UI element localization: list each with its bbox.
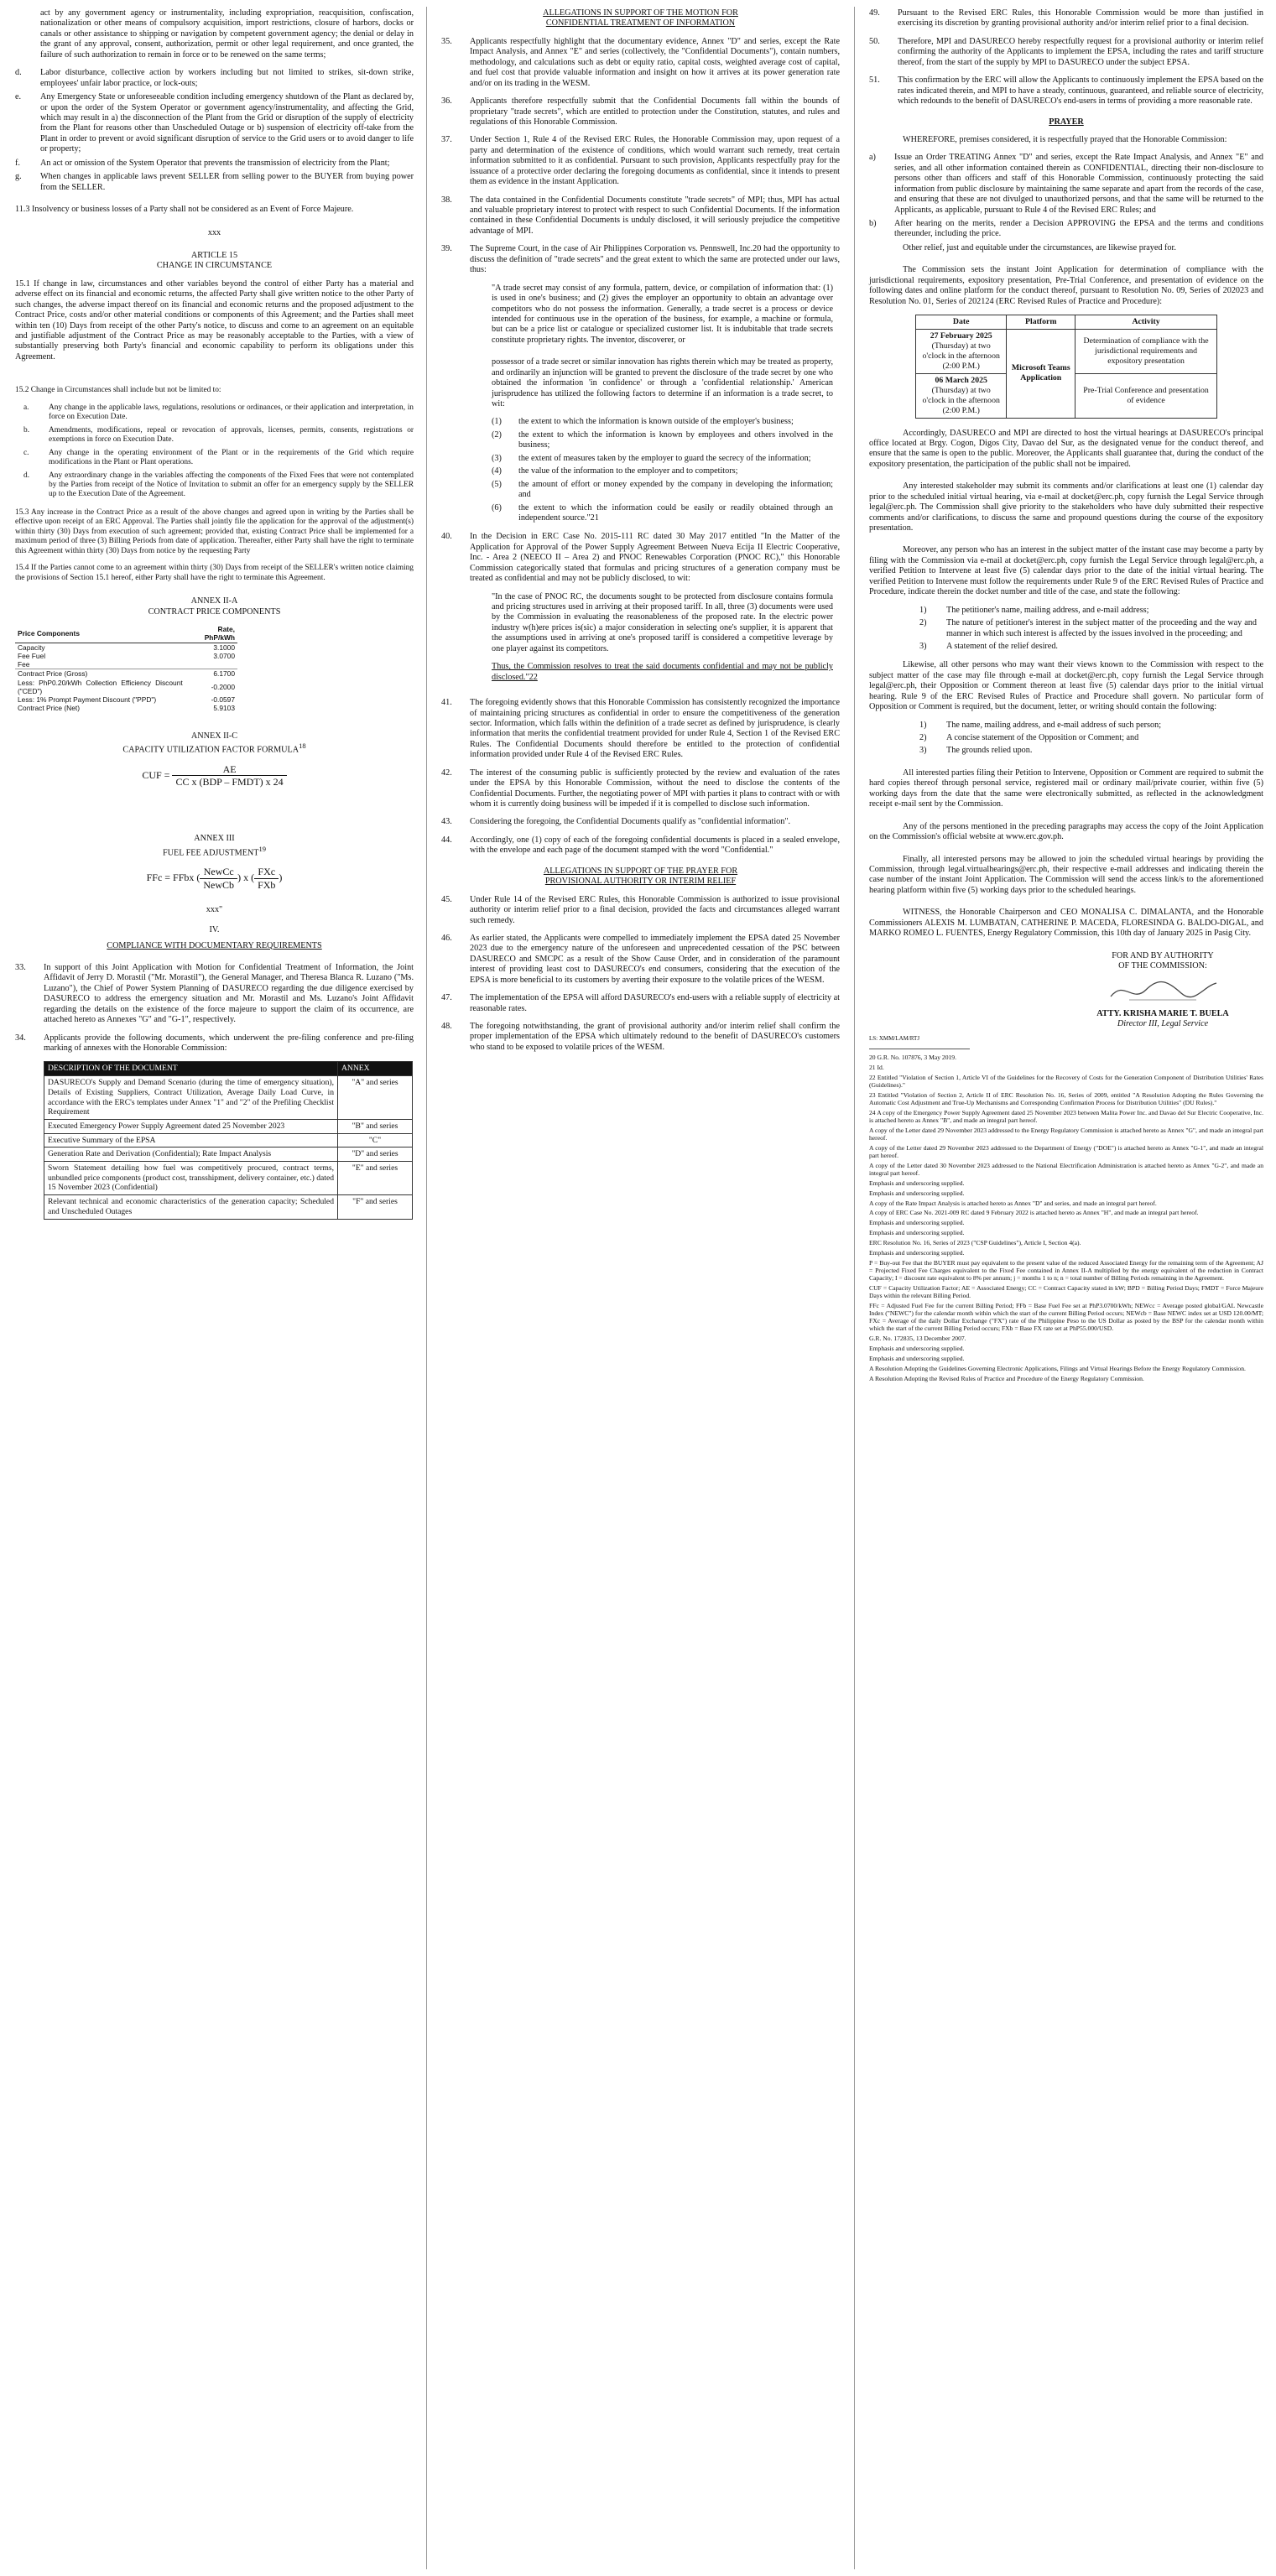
prayer-title: PRAYER [1049,117,1084,127]
section-15-3: 15.3 Any increase in the Contract Price as a result of the above changes and agreed upon in writing by the Parties shall be effective upon receipt of an ERC Approval. The Parties shall jointly file the application for the approval of the adjustment(s) within thirty (30) Days from execution of such agreement; provided that, existing Contract Price shall be implemented for a maximum period of three (3) Billing Periods from date of application. Thereafter, either Party shall have the right to terminate this Agreement within thirty (30) Days from notice by the requesting Party [15,507,414,555]
item-text: Applicants therefore respectfully submit that the Confidential Documents fall within the bounds of proprietary "trade secrets", which are entitled to protection under the Constitution, statutes, and rules and regulations of this Honorable Commission. [470,96,840,127]
item-label: (3) [492,453,502,463]
footnote: 21 Id. [869,1064,884,1072]
doc-header-annex: ANNEX [338,1062,413,1076]
sched-platform: Microsoft Teams Application [1007,330,1075,419]
item-label: 46. [441,933,452,943]
initials: LS: XMM/LAM/RTJ [869,1034,920,1042]
ffc-num2: FXc [254,866,279,879]
footnote: A copy of ERC Case No. 2021-009 RC dated 9 February 2022 is attached hereto as Annex "H", and made an integral part hereof. [869,1209,1199,1217]
footnote: A Resolution Adopting the Revised Rules of Practice and Procedure of the Energy Regulatory Commission. [869,1374,1144,1382]
item-text: Issue an Order TREATING Annex "D" and series, except the Rate Impact Analysis, and Annex "E" and series, and all other information contained therein as CONFIDENTIAL, directing their non-disclosure to persons other than officers and staff of this Honorable Commission, continuously protecting the said information from public disclosure by maintaining the same separate and apart from the records of the case, and ensuring that these are not divulged to unauthorized persons, and that the same will be returned to the Applicants, as applicable, pursuant to Rule 4 of the Revised ERC Rules; and [894,153,1263,215]
sched-date-1-time: (Thursday) at two o'clock in the afternoon (2:00 P.M.) [922,341,1000,371]
interim-heading-1: ALLEGATIONS IN SUPPORT OF THE PRAYER FOR [543,866,738,876]
petition-to-intervene: Moreover, any person who has an interest in the subject matter of the instant case may become a party by filing with the Commission via e-mail at docket@erc.ph, copy furnish the Legal Service through legal@erc.ph, a verified Petition to Intervene at least five (5) calendar days prior to the date of the initial virtual hearing. The verified Petition to Intervene must follow the requirements under Rule 9 of the ERC Revised Rules of Practice and Procedure, indicate therein the docket number and title of the case, and state the following: [869,545,1263,597]
item-text: Labor disturbance, collective action by workers including but not limited to strikes, sit-down strike, employees' unfair labor practice, or lock-outs; [40,68,414,88]
prayer-item [869,153,1263,216]
item-text: Pursuant to the Revised ERC Rules, this Honorable Commission would be more than justified in exercising its discretion by granting provisional authority and/or interim relief prior to a final decision. [898,8,1263,29]
doc-annex: "C" [338,1133,413,1147]
item-text: The name, mailing address, and e-mail address of such person; [946,720,1162,730]
website-access: Any of the persons mentioned in the preceding paragraphs may access the copy of the Joint Application on the Commission's official website at www.erc.gov.ph. [869,821,1263,842]
paragraph-40 [441,532,840,584]
doc-annex: "D" and series [338,1147,413,1162]
petition-requirements [869,606,1263,653]
item-text: Any change in the operating environment of the Plant or in the requirements of the Grid which require modifications in the Plant or Plant operations. [49,448,414,467]
item-label: 37. [441,135,452,145]
hard-copy-submission: All interested parties filing their Petition to Intervene, Opposition or Comment are required to submit the hard copies thereof through personal service, registered mail or ordinary mail/private courier, within five (5) working days from the date that the same were electronically submitted, as reflected in the acknowledgment receipt e-mail sent by the Commission. [869,768,1263,809]
section-15-2-list [23,403,414,500]
numbered-paragraph [441,895,840,926]
item-text: Any Emergency State or unforeseeable condition including emergency shutdown of the Plant as declared by, or upon the order of the System Operator or government agency/instrumentality, and affecting the Grid, which may result in a) the disconnection of the Plant from the Grid or disruption of the supply of electricity from the Plant for reasons other than Unscheduled Outage or b) suspension of electricity off-take from the Plant in order to prevent or avoid significant disruption of service to the Grid users or to avoid danger to life or property; [40,92,414,154]
item-label: 42. [441,768,452,778]
paragraph-34 [15,1033,414,1054]
item-label: 49. [869,8,880,18]
column-left [15,8,414,2568]
requirement-item [919,642,1257,652]
para-number: 39. [441,244,452,254]
table-row [44,1147,413,1162]
item-label: g. [15,172,22,182]
force-majeure-list [15,68,414,193]
footnote: CUF = Capacity Utilization Factor; AE = Associated Energy; CC = Contract Capacity stated in kW; BPD = Billing Period Days; FMDT = Force Majeure Days within the relevant Billing Period. [869,1284,1263,1300]
footnote: A copy of the Letter dated 29 November 2023 addressed to the Energy Regulatory Commission is attached hereto as Annex "G", and made an integral part hereof. [869,1126,1263,1142]
prayer-other-relief: Other relief, just and equitable under the circumstances, are likewise prayed for. [903,242,1176,252]
hearing-schedule-table [915,315,1217,418]
item-label: 45. [441,894,452,904]
price-rate: 3.0700 [213,651,235,660]
sched-header-date: Date [916,315,1007,330]
item-text: As earlier stated, the Applicants were compelled to immediately implement the EPSA dated 25 November 2023 due to the emergency nature of the unforeseen and unprecedented cessation of the PSC between DASURECO and SMCPC as a result of the Show Cause Order, and in consideration of the paramount interest of providing least cost to DASURECO's end consumers, considering that the execution of the EPSA is more beneficial to its customers by averting their exposure to the volatile prices of the WESM. [470,933,840,985]
column-middle [441,8,840,2568]
item-label: 50. [869,36,880,46]
footnote: 24 A copy of the Emergency Power Supply Agreement dated 25 November 2023 between Malita Power Inc. and Davao del Sur Electric Cooperative, Inc. is attached hereto as Annex "B", and made an integral part hereof. [869,1109,1263,1124]
footnote: P = Buy-out Fee that the BUYER must pay equivalent to the present value of the reduced Associated Energy for the remaining term of the Agreement; AJ = Projected Fixed Fee Charges equivalent to the Fixed Fee contained in Annex II-A multiplied by the energy equivalent of the reduction in Contract Capacity; I = discount rate equivalent to 8% per annum; j = months 1 to n; n = total number of Billing Periods remaining in the Agreement. [869,1259,1263,1283]
section-15-1: 15.1 If change in law, circumstances and other variables beyond the control of either Party has a material and adverse effect on its financial and economic returns, the affected Party shall give written notice to the other Party of such changes, the adverse impact thereof on its financial and economic returns and the proposed adjustment to the Contract Price, costs and/or other material conditions or components of this Agreement; and the Parties shall meet within ten (10) Days from receipt of the other Party's notice, to discuss and come to an agreement on an equitable and justifiable adjustment of the Contract Price as may be reasonably acceptable to the Parties, with a view of substantially preserving both Party's financial and economic capability to perform its obligations under this Agreement. [15,278,414,362]
price-rate: 5.9103 [213,704,235,713]
factor-item [492,454,833,464]
sched-date-2-time: (Thursday) at two o'clock in the afternoon (2:00 P.M.) [922,385,1000,415]
paragraphs-35-38 [441,37,840,237]
footnote: 22 Entitled "Violation of Section 1, Article VI of the Guidelines for the Recovery of Costs for the Generation Component of Distribution Utilities' Rates (Guidelines)." [869,1074,1263,1090]
list-item [23,471,414,500]
signature-block [1062,951,1263,1030]
footnote: 23 Entitled "Violation of Section 2, Article II of ERC Resolution No. 16, Series of 2009, entitled "A Resolution Adopting the Rules Governing the Automatic Cost Adjustment and True-Up Mechanisms and Corresponding Confirmation Process for Distribution Utilities" (DU Rules)." [869,1091,1263,1107]
item-text: Any change in the applicable laws, regulations, resolutions or ordinances, or their application and interpretation, in force on Execution Date. [49,403,414,422]
list-item [15,92,414,155]
doc-description: DASURECO's Supply and Demand Scenario (during the time of emergency situation), Details of Existing Suppliers, Contract Utilization, Average Daily Load Curve, in accordance with the ERC's templates under Annex "1" and "2" of the Prefiling Checklist Requirement [44,1076,338,1120]
column-divider [854,7,855,2569]
item-label: 35. [441,36,452,46]
ellipsis-xxx: xxx [207,228,221,238]
footnote: 20 G.R. No. 107876, 3 May 2019. [869,1054,956,1062]
footnote-ref: 18 [299,742,306,751]
footnote: ERC Resolution No. 16, Series of 2023 ("CSP Guidelines"), Article I, Section 4(a). [869,1239,1081,1247]
footnote: G.R. No. 172835, 13 December 2007. [869,1334,966,1342]
item-label: 2) [919,733,927,742]
annex-2a-subtitle: CONTRACT PRICE COMPONENTS [148,606,281,617]
doc-annex: "A" and series [338,1076,413,1120]
item-text: The foregoing notwithstanding, the grant of provisional authority and/or interim relief shall confirm the proper implementation of the EPSA which ultimately redound to the benefit of DASURECO's customers who stand to be exposed to volatile prices of the WESM. [470,1022,840,1052]
item-text: When changes in applicable laws prevent SELLER from selling power to the BUYER from buying power from the SELLER. [40,172,414,192]
numbered-paragraph [441,934,840,986]
witness-clause: WITNESS, the Honorable Chairperson and CEO MONALISA C. DIMALANTA, and the Honorable Commissioners ALEXIS M. LUMBATAN, CATHERINE P. MACEDA, FLORESINDA G. BALDO-DIGAL, and MARKO ROMEO L. FUENTES, Energy Regulatory Commission, this 10th day of January 2025 in Pasig City. [869,908,1263,939]
paragraphs-45-48 [441,895,840,1054]
table-row [15,679,237,696]
cuf-numerator: AE [172,763,286,777]
table-row [44,1133,413,1147]
article-15-title: ARTICLE 15 [190,250,238,260]
signatory-name: ATTY. KRISHA MARIE T. BUELA [1096,1008,1229,1018]
annex-2a-title: ANNEX II-A [190,596,238,606]
column-right [869,8,1263,2568]
quote-trade-secret-1: "A trade secret may consist of any formula, pattern, device, or compilation of information that: (1) is used in one's business; and (2) gives the employer an opportunity to obtain an advantage over competitors who do not possess the information. Generally, a trade secret is a process or device intended for continuous use in the operation of the business, for example, a machine or formula, but can be a price list or catalogue or specialized customer list. It is indubitable that trade secrets constitute proprietary rights. The inventor, discoverer, or [492,283,833,345]
item-text: Amendments, modifications, repeal or revocation of approvals, licenses, permits, consents, registrations or exemptions in force on Execution Date. [49,425,414,445]
footnote: Emphasis and underscoring supplied. [869,1179,965,1187]
item-label: f. [15,158,20,168]
price-rate: 3.1000 [213,643,235,652]
footnote: Emphasis and underscoring supplied. [869,1344,965,1352]
footnote: FFc = Adjusted Fuel Fee for the current Billing Period; FFb = Base Fuel Fee set at PhP3.0700/kWh; NEWcc = Average posted global/GAL Newcastle Index ("NEWC") for the calendar month within which the start of the current Billing Period occurs; NEWcb = Base NEWC index set at USD 120.00/MT; FXc = Average of the daily Dollar Exchange ("FX") rate of the Philippine Peso to the US Dollar as posted by the BSP for the calendar month within which the start of the current Billing Period occurs; FXb = Base FX rate set at PhP55.000/USD. [869,1302,1263,1332]
sched-header-platform: Platform [1007,315,1075,330]
para-text: In the Decision in ERC Case No. 2015-111 RC dated 30 May 2017 entitled "In the Matter of the Application for Approval of the Power Supply Agreement Between Nueva Ecija II Electric Cooperative, Inc. - Area 2 (NEECO II – Area 2) and PNOC Renewables Corporation (PNOC RC)," this Honorable Commission categorically stated that formulas and pricing structures of a generation company must be treated as confidential and may not be publicly disclosed, to wit: [470,532,840,584]
table-row [15,643,237,652]
stakeholder-comments: Any interested stakeholder may submit its comments and/or clarifications at least one (1) calendar day prior to the scheduled initial virtual hearing, via e-mail at docket@erc.ph, copy furnish the Legal Service through legal@erc.ph. The Commission shall give priority to the stakeholders who have duly submitted their respective comments and/or clarifications, to discuss the same and propound questions during the course of the expository presentation. [869,481,1263,533]
item-label: 1) [919,720,927,730]
factor-item [492,466,833,476]
item-text: the extent to which the information is known outside of the employer's business; [518,417,794,427]
virtual-hearing-venue: Accordingly, DASURECO and MPI are directed to host the virtual hearings at DASURECO's principal office located at Brgy. Cogon, Digos City, Davao del Sur, as the designated venue for the conduct thereof, and ensure that the same is open to the public. Moreover, the Applicants shall guarantee that, during the conduct of the expository presentation, the participation of the public shall not be impaired. [869,428,1263,469]
annex-3-subtitle: FUEL FEE ADJUSTMENT [162,847,259,857]
paragraph-33 [15,963,414,1026]
item-label: 51. [869,75,880,86]
para-text: The Supreme Court, in the case of Air Philippines Corporation vs. Pennswell, Inc.20 had the opportunity to discuss the definition of "trade secrets" and the great extent to which the same are protected under our laws, thus: [470,244,840,275]
table-row [15,704,237,712]
price-rate: 6.1700 [185,669,237,679]
cuf-lhs: CUF = [142,768,170,781]
item-text: The grounds relied upon. [946,746,1033,756]
price-component: Fee [18,660,30,669]
cuf-formula [15,763,414,788]
item-label: (2) [492,429,502,440]
footnote: A Resolution Adopting the Guidelines Governing Electronic Applications, Filings and Virtual Hearings Before the Energy Regulatory Commission. [869,1364,1246,1372]
paragraphs-41-44 [441,698,840,856]
item-label: e. [15,92,22,102]
item-text: the extent to which the information is known by employees and others involved in the business; [518,429,833,450]
footnote-ref: 19 [258,844,267,853]
item-label: 3) [919,746,927,756]
item-text: A statement of the relief desired. [946,641,1058,651]
doc-header-description: DESCRIPTION OF THE DOCUMENT [44,1062,338,1076]
interim-heading-2: PROVISIONAL AUTHORITY OR INTERIM RELIEF [544,877,737,887]
item-label: (6) [492,502,502,513]
ffc-den1: NewCb [203,879,235,891]
prayer-list [869,153,1263,240]
item-label: a) [869,153,876,163]
ffc-num1: NewCc [200,866,237,879]
ffc-formula: FFc = FFbx ( $\frac{\text{NewCc}}{\text{NewCb}}$ ) x ( $\frac{\text{FXc}}{\text{FXb}}$ ) [146,866,283,891]
sched-header-activity: Activity [1075,315,1217,330]
numbered-paragraph [869,8,1263,29]
requirement-item [919,606,1257,616]
doc-description: Relevant technical and economic characteristics of the generation capacity; Scheduled and Unscheduled Outages [44,1195,338,1219]
price-component: Less: 1% Prompt Payment Discount ("PPD") [18,695,157,705]
list-item [15,172,414,193]
footnote: A copy of the Letter dated 30 November 2023 addressed to the National Electrification Administration is attached hereto as Annex "G-2", and made an integral part hereof. [869,1161,1263,1177]
item-text: Applicants respectfully highlight that the documentary evidence, Annex "D" and series, except the Rate Impact Analysis, and Annex "E" and series (collectively, the "Confidential Documents"), contain numbers, methodology, and calculations such as debt or equity ratio, capital costs, weighted average cost of capital, and fuel cost that provide valuable information and insight on how it arrives at its power generation rate and/or on its trading in the WESM. [470,36,840,88]
article-15-subtitle: CHANGE IN CIRCUMSTANCE [156,261,273,271]
item-text: Any extraordinary change in the variables affecting the components of the Fixed Fees that were not contemplated by the Parties from receipt of the Notice of Invitation to submit an offer for an emergency supply by the SELLER up to the Execution Date of the Agreement. [49,471,414,499]
quote-trade-secret-2: possessor of a trade secret or similar innovation has rights therein which may be treated as property, and ordinarily an injunction will be granted to prevent the disclosure of the trade secret by one who obtained the information 'in confidence' or through a 'confidential relationship.' American jurisprudence has utilized the following factors to determine if an information is a trade secret, to wit: [492,357,833,409]
item-text: Therefore, MPI and DASURECO hereby respectfully request for a provisional authority or interim relief confirming the authority of the Applicants to implement the EPSA, including the rates and tariff structure thereof, from the start of the supply by MPI to DASURECO under the subject EPSA. [898,36,1263,67]
item-label: 41. [441,698,452,708]
item-label: 44. [441,835,452,845]
list-item [23,403,414,423]
price-component: Contract Price (Net) [18,704,80,713]
item-label: 48. [441,1022,452,1031]
doc-description: Executive Summary of the EPSA [44,1133,338,1147]
footnote: A copy of the Rate Impact Analysis is attached hereto as Annex "D" and series, and made an integral part hereof. [869,1199,1157,1207]
section-11-3: 11.3 Insolvency or business losses of a Party shall not be considered as an Event of Force Majeure. [15,205,354,214]
price-rate: -0.0597 [211,695,235,705]
prayer-item [869,219,1263,240]
footnote: Emphasis and underscoring supplied. [869,1189,965,1197]
doc-description: Generation Rate and Derivation (Confidential); Rate Impact Analysis [44,1147,338,1162]
item-text: This confirmation by the ERC will allow the Applicants to continuously implement the EPSA based on the rates indicated therein, and MPI to have a steady, continuous, guaranteed, and reliable source of electricity, which redounds to the benefit of DASURECO's end-users in terms of providing a more reasonable rate. [898,75,1263,107]
item-label: (5) [492,479,502,489]
requirement-item [919,721,1257,731]
ellipsis-xxx-end: xxx" [206,904,223,914]
para-text: Applicants provide the following documents, which underwent the pre-filing conference and pre-filing marking of annexes with the Honorable Commission: [44,1033,414,1053]
force-majeure-clause-c-cont: act by any government agency or instrumentality, including expropriation, reacquisition, confiscation, nationalization or other means of compulsory acquisition, import restrictions, closure of harbors, docks or canals or other assistance to shipping or navigation by competent government agency; the denial or delay in the grant of any approval, consent, authorization, permit or other legal requirement, and once granted, the failure of such authorization to remain in force or to be renewed on the same terms; [40,8,414,60]
cuf-denominator: CC x (BDP – FMDT) x 24 [175,776,284,788]
section-iv-number: IV. [209,925,220,935]
requirement-item [919,618,1257,639]
footnote: Emphasis and underscoring supplied. [869,1229,965,1237]
doc-description: Sworn Statement detailing how fuel was competitively procured, contract terms, unbundled price components (product cost, transshipment, delivery container, etc.) dated 15 November 2023 (Confidential) [44,1162,338,1195]
for-by-authority: FOR AND BY AUTHORITY [1112,950,1214,960]
numbered-paragraph [441,993,840,1014]
hearing-schedule-intro: The Commission sets the instant Joint Application for determination of compliance with the jurisdictional requirements, expository presentation, Pre-Trial Conference, and presentation of evidence on the following dates and online platform for the conduct thereof, pursuant to Resolution No. 09, Series of 202023 and Resolution No. 01, Series of 202124 (ERC Revised Rules of Practice and Procedure): [869,265,1263,306]
prayer-intro: WHEREFORE, premises considered, it is respectfully prayed that the Honorable Commission: [903,134,1227,144]
trade-secret-factors [441,417,840,523]
signature-scribble-icon [1104,975,1221,1005]
numbered-paragraph [869,75,1263,107]
price-header-component: Price Components [15,625,185,643]
table-row [15,695,237,704]
table-row [15,669,237,679]
price-component: Less: PhP0.20/kWh Collection Efficiency Discount ("CED") [18,678,183,695]
section-iv-title: COMPLIANCE WITH DOCUMENTARY REQUIREMENTS [107,940,322,950]
motion-heading-2: CONFIDENTIAL TREATMENT OF INFORMATION [545,18,736,29]
numbered-paragraph [441,135,840,187]
annex-3-title: ANNEX III [194,834,235,844]
list-item [23,426,414,445]
table-row [44,1195,413,1219]
factor-item [492,503,833,524]
numbered-paragraph [441,835,840,856]
numbered-paragraph [441,698,840,761]
table-row [44,1119,413,1133]
item-text: the extent of measures taken by the employer to guard the secrecy of the information; [518,453,811,463]
para-text: In support of this Joint Application with Motion for Confidential Treatment of Information, the Joint Affidavit of Jerry D. Morastil ("Mr. Morastil"), the General Manager, and Theresa Blanca R. Luzano ("Ms. Luzano"), the Chief of Power System Planning of DASURECO regarding the due diligence exercised by DASURECO to address the emergency situation and Mr. Morastil and Ms. Luzano's Joint Affidavit regarding the details on the existence of the force majeure to support the claim of its occurrence, are attached hereto as Annexes "G" and "G-1", respectively. [44,962,414,1025]
numbered-paragraph [441,37,840,89]
ffc-den2: FXb [258,879,276,891]
item-text: The nature of petitioner's interest in the subject matter of the proceeding and the way and manner in which such interest is affected by the issues involved in the proceeding; and [946,618,1257,638]
sched-date-1-day: 27 February 2025 [930,331,992,341]
item-label: c. [23,448,29,457]
item-text: the value of the information to the employer and to competitors; [518,466,738,476]
item-label: d. [23,471,30,480]
factor-item [492,480,833,501]
item-text: The implementation of the EPSA will afford DASURECO's end-users with a reliable supply of electricity at reasonable rates. [470,993,840,1013]
section-15-2-block [15,386,414,583]
list-item [15,68,414,89]
annex-2c-title: ANNEX II-C [190,731,238,741]
item-label: b) [869,219,877,228]
item-label: 47. [441,993,452,1003]
paragraph-39 [441,244,840,275]
ffc-times: x [243,872,249,884]
numbered-paragraph [869,37,1263,68]
doc-annex: "E" and series [338,1162,413,1195]
item-label: 43. [441,817,452,827]
price-rate: -0.2000 [211,682,235,691]
list-item [23,449,414,468]
price-rate [185,660,237,669]
documents-table [44,1061,413,1219]
item-label: 1) [919,605,927,615]
item-label: (1) [492,417,502,427]
sched-date-2 [916,373,1007,418]
factor-item [492,417,833,427]
item-text: Accordingly, one (1) copy of each of the foregoing confidential documents is placed in a sealed envelope, with the envelope and each page of the document stamped with the word "Confidential." [470,835,840,856]
section-15-4: 15.4 If the Parties cannot come to an agreement within thirty (30) Days from receipt of the SELLER's written notice claiming the provisions of Section 15.1 hereof, either Party shall have the right to terminate this Agreement. [15,564,414,582]
item-label: 3) [919,641,927,651]
price-header-rate: Rate, PhP/kWh [185,625,237,643]
numbered-paragraph [441,195,840,237]
section-15-2: 15.2 Change in Circumstances shall include but not be limited to: [15,386,221,395]
item-label: b. [23,425,30,435]
join-virtual-hearing: Finally, all interested persons may be allowed to join the scheduled virtual hearings by providing the Commission, through legal.virtualhearings@erc.ph, their respective e-mail addresses and indicating therein the case number of the instant Joint Application. The Commission will send the access link/s to the aforementioned hearing platform within five (5) working days prior to the scheduled hearings. [869,854,1263,895]
doc-annex: "B" and series [338,1119,413,1133]
numbered-paragraph [441,1022,840,1053]
numbered-paragraph [441,96,840,127]
para-number: 40. [441,532,452,542]
column-divider [426,7,427,2569]
item-label: 38. [441,195,452,205]
table-row [15,660,237,669]
item-label: (4) [492,466,502,476]
item-text: Considering the foregoing, the Confidential Documents qualify as "confidential information". [470,817,791,827]
footnotes [869,1054,1263,1382]
item-label: 2) [919,618,927,628]
opposition-comment: Likewise, all other persons who may want their views known to the Commission with respect to the subject matter of the case may file through e-mail at docket@erc.ph, copy furnish the Legal Service through legal@erc.ph, their Opposition or Comment thereon at least five (5) calendar days prior to the initial virtual hearing. Rule 9 of the ERC Revised Rules of Practice and Procedure shall govern. No particular form of Opposition or Comment is required, but the document, letter, or writing should contain the following: [869,660,1263,712]
price-component: Contract Price (Gross) [15,669,185,679]
footnote: A copy of the Letter dated 29 November 2023 addressed to the Department of Energy ("DOE") is attached hereto as Annex "G-1", and made an integral part hereof. [869,1143,1263,1159]
item-text: Under Rule 14 of the Revised ERC Rules, this Honorable Commission is authorized to issue provisional authority or interim relief prior to a final decision, provided the facts and circumstances alleged warrant such remedy. [470,894,840,925]
quote-pnoc-1: "In the case of PNOC RC, the documents sought to be protected from disclosure contains formula and pricing structures used in arriving at their proposed tariff. In all, three (3) documents were used by the Commission in evaluating the reasonableness of the proposed rate. In the electric power industry w(h)ere prices is(sic) a major consideration in selecting one's supplier, it is apparent that the assumptions used in arriving at one's proposed tariff is considered a competitive leverage by one player against its competitors. [492,591,833,653]
annex-2c-subtitle: CAPACITY UTILIZATION FACTOR FORMULA [122,745,299,755]
para-number: 34. [15,1033,26,1043]
numbered-paragraph [441,817,840,827]
list-item [15,159,414,169]
annex-3-subtitle-wrap [15,845,414,859]
price-component: Capacity [18,643,45,652]
sched-activity-2: Pre-Trial Conference and presentation of evidence [1075,373,1217,418]
sched-date-1 [916,330,1007,374]
factor-item [492,430,833,451]
quote-pnoc-2: Thus, the Commission resolves to treat the said documents confidential and may not be publicly disclosed."22 [492,662,833,682]
item-text: After hearing on the merits, render a Decision APPROVING the EPSA and the terms and conditions thereunder, including the price. [894,219,1263,239]
numbered-paragraph [441,768,840,810]
sched-activity-1: Determination of compliance with the jurisdictional requirements and expository presentation [1075,330,1217,374]
item-text: the extent to which the information could be easily or readily obtained through an independent source."21 [518,502,833,523]
requirement-item [919,746,1257,756]
paragraphs-49-51 [869,8,1263,107]
item-label: 36. [441,96,452,107]
item-text: An act or omission of the System Operator that prevents the transmission of electricity from the Plant; [40,158,390,168]
item-text: the amount of effort or money expended by the company in developing the information; and [518,479,833,500]
signatory-title: Director III, Legal Service [1117,1019,1209,1029]
annex-2c-subtitle-wrap [15,742,414,756]
item-text: Under Section 1, Rule 4 of the Revised ERC Rules, the Honorable Commission may, upon request of a party and determination of the existence of conditions, which would warrant such remedy, treat certain information submitted to it as confidential. Pursuant to such provision, Applicants respectfully pray for the issuance of a protective order declaring the foregoing documents as confidential, since it intends to present them as evidence in the instant Application. [470,135,840,187]
footnote: Emphasis and underscoring supplied. [869,1249,965,1257]
item-text: The data contained in the Confidential Documents constitute "trade secrets" of MPI; thus, MPI has actual and valuable proprietary interest to protect with respect to such Confidential Documents. If the information contained in these Confidential Documents is unduly disclosed, it will seriously prejudice the competitive advantage of MPI. [470,195,840,236]
requirement-item [919,733,1257,743]
table-row [15,652,237,660]
table-row [44,1162,413,1195]
price-component: Fee Fuel [18,651,46,660]
sched-date-2-day: 06 March 2025 [935,375,987,385]
item-label: a. [23,403,29,412]
doc-description: Executed Emergency Power Supply Agreement dated 25 November 2023 [44,1119,338,1133]
price-components-table [15,625,237,713]
of-the-commission: OF THE COMMISSION: [1118,961,1207,971]
opposition-requirements [869,721,1263,757]
item-text: The interest of the consuming public is sufficiently protected by the review and evaluation of the rates under the EPSA by this Honorable Commission, without the need to disclose the contents of the Confidential Documents. Further, the negotiating power of MPI with parties it plans to contract with or with whom it is currently doing business will be impeded if it is compelled to disclose such information. [470,768,840,809]
item-text: The foregoing evidently shows that this Honorable Commission has consistently recognized the importance of maintaining pricing structures as confidential in order to ensure the competitiveness of the generation sector. Information, which falls within the definition of a trade secret as defined by jurisprudence, is clearly information that merits the confidential treatment provided for under Rule 4, Section 1 of the Revised ERC Rules. The Confidential Documents should therefore be entitled to the protection of confidential information provided under Rule 4 of the Revised ERC Rules. [470,698,840,760]
table-row [44,1076,413,1120]
doc-annex: "F" and series [338,1195,413,1219]
para-number: 33. [15,962,26,972]
ffc-lhs: FFc = FFbx [146,872,195,884]
item-label: d. [15,68,22,78]
item-text: A concise statement of the Opposition or Comment; and [946,733,1139,742]
item-text: The petitioner's name, mailing address, and e-mail address; [946,605,1149,615]
motion-heading-1: ALLEGATIONS IN SUPPORT OF THE MOTION FOR [543,8,738,18]
footnote: Emphasis and underscoring supplied. [869,1219,965,1227]
footnote: Emphasis and underscoring supplied. [869,1354,965,1362]
